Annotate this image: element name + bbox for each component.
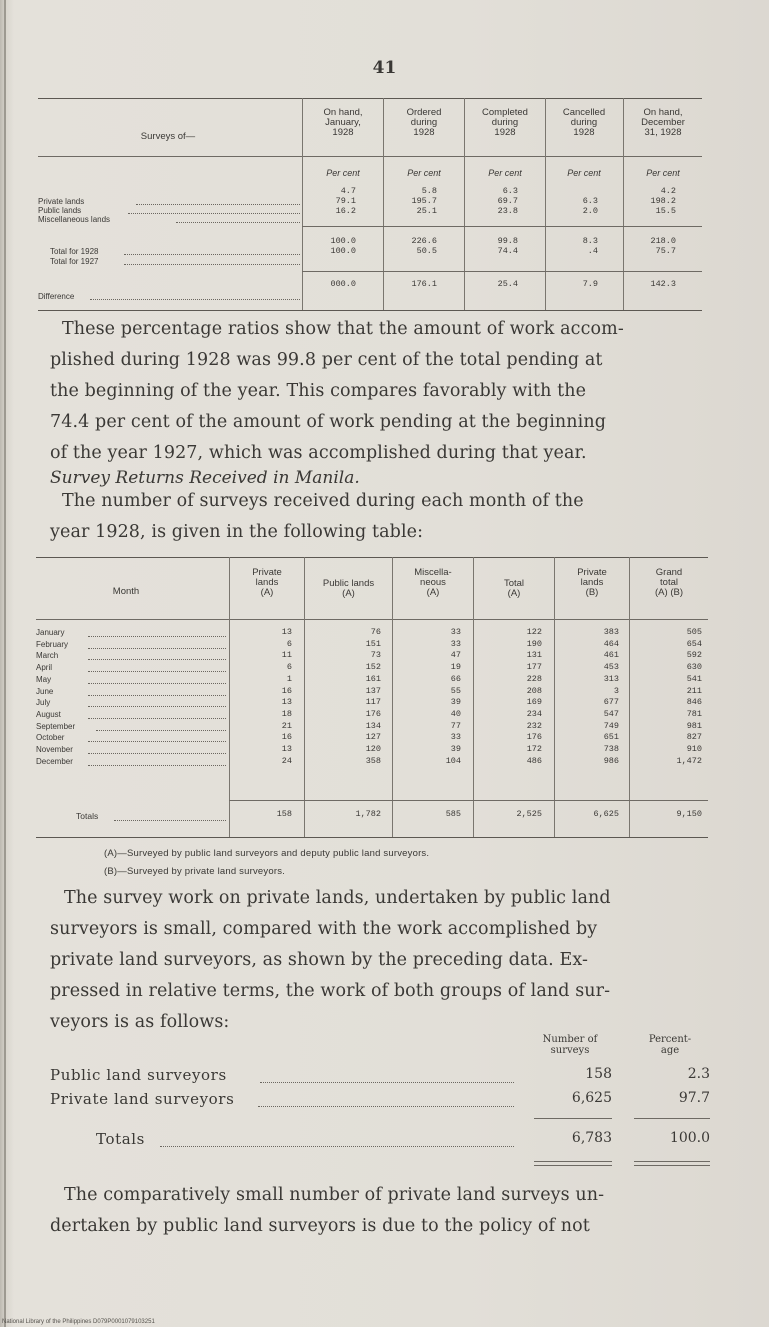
leader-dots — [88, 705, 226, 707]
unit-label: Per cent — [407, 168, 441, 178]
table-cell: 18 — [281, 708, 292, 719]
totals-label: Totals — [76, 811, 99, 821]
table-cell: 39 — [450, 697, 461, 708]
cell: 218.0 — [650, 236, 676, 246]
header-on-hand-january: On hand, January, 1928 — [323, 107, 363, 138]
cell: 226.6 — [411, 236, 437, 246]
summary-label: Private land surveyors — [50, 1090, 235, 1108]
leader-dots — [88, 647, 226, 649]
table-cell: 21 — [281, 720, 292, 731]
footnote-b: (B)—Surveyed by private land surveyors. — [104, 866, 285, 877]
leader-dots — [88, 752, 226, 754]
table-cell: 16 — [281, 732, 292, 743]
total-cell: 9,150 — [676, 809, 702, 819]
header-number-of-surveys: Number of surveys — [542, 1034, 598, 1056]
cell: 25.1 — [416, 206, 437, 216]
table-cell: 358 — [365, 755, 381, 766]
header-surveys-of: Surveys of— — [140, 131, 196, 142]
month-label: September — [36, 721, 76, 731]
table-cell: 33 — [450, 627, 461, 637]
table-cell: 176 — [365, 708, 381, 719]
table-cell: 6 — [286, 638, 292, 649]
summary-number: 6,625 — [571, 1090, 612, 1106]
table-cell: 986 — [603, 755, 619, 766]
total-cell: 6,625 — [593, 809, 619, 819]
row-label: Total for 1928 — [50, 247, 99, 256]
library-footer: National Library of the Philippines D079P0001079103251 — [2, 1319, 155, 1325]
section-heading: Survey Returns Received in Manila. — [50, 468, 360, 488]
table-cell: 13 — [281, 627, 292, 637]
table-cell: 11 — [281, 650, 292, 661]
cell: 8.3 — [582, 236, 598, 246]
table-cell: 677 — [603, 697, 619, 708]
header-miscellaneous-a: Miscella- neous (A) — [414, 567, 452, 598]
cell: 25.4 — [497, 279, 518, 289]
cell: 74.4 — [497, 246, 518, 256]
paragraph-percentage-ratios: These percentage ratios show that the amount of work accom- plished during 1928 was 99.8 per cent of the total pending at the beginning of the year. This compares favorably with the 74.4 per cent of the amount of work pending at the beginning of the year 1927, which was accomplished during that year. — [50, 319, 624, 463]
summary-percentage: 2.3 — [687, 1066, 710, 1082]
month-label: July — [36, 698, 51, 708]
row-label: Public lands — [38, 206, 82, 215]
header-grand-total: Grand total (A) (B) — [655, 567, 683, 598]
table-cell: 137 — [365, 685, 381, 696]
table-cell: 24 — [281, 755, 292, 766]
month-label: May — [36, 674, 52, 684]
unit-label: Per cent — [646, 168, 680, 178]
table-cell: 738 — [603, 744, 619, 754]
header-private-lands-a: Private lands (A) — [252, 567, 282, 598]
leader-dots — [88, 740, 226, 742]
table-cell: 781 — [686, 708, 702, 719]
row-label: Total for 1927 — [50, 257, 99, 266]
table-cell: 76 — [370, 627, 381, 637]
table-cell: 547 — [603, 708, 619, 719]
table-cell: 211 — [686, 685, 702, 696]
month-label: January — [36, 628, 65, 637]
table-cell: 1 — [286, 673, 292, 684]
header-completed: Completed during 1928 — [482, 107, 528, 138]
cell: 198.2 — [650, 196, 676, 206]
table-cell: 464 — [603, 638, 619, 649]
table-cell: 592 — [686, 650, 702, 661]
cell: 15.5 — [655, 206, 676, 216]
table-cell: 461 — [603, 650, 619, 661]
table-cell: 47 — [450, 650, 461, 661]
table-cell: 981 — [686, 720, 702, 731]
leader-dots — [88, 635, 226, 637]
header-public-lands-a: Public lands (A) — [322, 578, 375, 599]
table-cell: 749 — [603, 720, 619, 731]
table-cell: 232 — [526, 720, 542, 731]
month-label: June — [36, 686, 54, 696]
table-cell: 505 — [686, 627, 702, 637]
table-cell: 651 — [603, 732, 619, 743]
table-cell: 152 — [365, 662, 381, 673]
row-label: Private lands — [38, 197, 85, 206]
table-cell: 177 — [526, 662, 542, 673]
month-label: March — [36, 651, 59, 661]
header-private-lands-b: Private lands (B) — [577, 567, 607, 598]
cell: 100.0 — [330, 246, 356, 256]
table-cell: 541 — [686, 673, 702, 684]
leader-dots — [88, 764, 226, 766]
table-cell: 39 — [450, 744, 461, 754]
cell: 23.8 — [497, 206, 518, 216]
cell: .4 — [587, 246, 598, 256]
table-cell: 33 — [450, 638, 461, 649]
summary-total-label: Totals — [96, 1130, 145, 1148]
cell: 69.7 — [497, 196, 518, 206]
table-cell: 453 — [603, 662, 619, 673]
leader-dots — [88, 682, 226, 684]
table-cell: 19 — [450, 662, 461, 673]
cell: 4.7 — [340, 186, 356, 196]
month-label: November — [36, 745, 73, 754]
leader-dots — [88, 694, 226, 696]
total-cell: 585 — [445, 809, 461, 819]
header-cancelled: Cancelled during 1928 — [562, 107, 606, 138]
table-cell: 654 — [686, 638, 702, 649]
paragraph-comparatively-small: The comparatively small number of private land surveys un- dertaken by public land surveyors is due to the policy of not — [50, 1185, 605, 1236]
total-cell: 158 — [276, 809, 292, 819]
cell: 176.1 — [411, 279, 437, 289]
header-ordered: Ordered during 1928 — [406, 107, 442, 138]
leader-dots — [88, 670, 226, 672]
table-cell: 73 — [370, 650, 381, 661]
month-label: October — [36, 733, 65, 743]
paragraph-surveys-received: The number of surveys received during each month of the year 1928, is given in the following table: — [50, 491, 584, 542]
page-number: 41 — [372, 58, 397, 78]
cell: 50.5 — [416, 246, 437, 256]
table-cell: 33 — [450, 732, 461, 743]
table-cell: 104 — [445, 755, 461, 766]
table-cell: 910 — [686, 744, 702, 754]
leader-dots — [88, 717, 226, 719]
unit-label: Per cent — [326, 168, 360, 178]
cell: 99.8 — [497, 236, 518, 246]
header-percentage: Percent- age — [648, 1034, 692, 1056]
month-label: August — [36, 709, 61, 719]
month-label: April — [36, 663, 53, 673]
unit-label: Per cent — [567, 168, 601, 178]
table-cell: 131 — [526, 650, 542, 661]
table-cell: 827 — [686, 732, 702, 743]
table-cell: 383 — [603, 627, 619, 637]
header-month: Month — [112, 586, 140, 597]
table-cell: 16 — [281, 685, 292, 696]
footnote-a: (A)—Surveyed by public land surveyors and deputy public land surveyors. — [104, 848, 430, 859]
month-label: December — [36, 756, 73, 766]
table-cell: 228 — [526, 673, 542, 684]
table-cell: 13 — [281, 744, 292, 754]
row-label: Miscellaneous lands — [38, 215, 111, 224]
table-cell: 40 — [450, 708, 461, 719]
summary-total-percentage: 100.0 — [669, 1130, 710, 1146]
table-cell: 630 — [686, 662, 702, 673]
cell: 142.3 — [650, 279, 676, 289]
cell: 5.8 — [421, 186, 437, 196]
table-cell: 161 — [365, 673, 381, 684]
cell: 16.2 — [335, 206, 356, 216]
summary-table — [0, 1030, 769, 1170]
cell: 4.2 — [660, 186, 676, 196]
summary-label: Public land surveyors — [50, 1066, 227, 1084]
total-cell: 1,782 — [355, 809, 381, 819]
unit-label: Per cent — [488, 168, 522, 178]
table-cell: 117 — [365, 697, 381, 708]
table-cell: 3 — [613, 685, 619, 696]
leader-dots — [88, 658, 226, 660]
summary-total-number: 6,783 — [571, 1130, 612, 1146]
table-cell: 151 — [365, 638, 381, 649]
cell: 195.7 — [411, 196, 437, 206]
table-cell: 6 — [286, 662, 292, 673]
table-cell: 172 — [526, 744, 542, 754]
percentage-table — [38, 98, 702, 312]
month-label: February — [36, 639, 69, 649]
summary-number: 158 — [585, 1066, 612, 1082]
table-cell: 13 — [281, 697, 292, 708]
cell: 6.3 — [502, 186, 518, 196]
table-cell: 134 — [365, 720, 381, 731]
row-label: Difference — [38, 292, 75, 301]
table-cell: 846 — [686, 697, 702, 708]
total-cell: 2,525 — [516, 809, 542, 819]
header-total-a: Total (A) — [503, 578, 525, 599]
table-cell: 169 — [526, 697, 542, 708]
table-cell: 122 — [526, 627, 542, 637]
cell: 100.0 — [330, 236, 356, 246]
summary-percentage: 97.7 — [678, 1090, 710, 1106]
table-cell: 55 — [450, 685, 461, 696]
table-cell: 486 — [526, 755, 542, 766]
cell: 7.9 — [582, 279, 598, 289]
table-cell: 208 — [526, 685, 542, 696]
table-cell: 66 — [450, 673, 461, 684]
cell: 79.1 — [335, 196, 356, 206]
leader-dots — [96, 729, 226, 731]
table-cell: 77 — [450, 720, 461, 731]
header-on-hand-december: On hand, December 31, 1928 — [641, 107, 685, 138]
table-cell: 234 — [526, 708, 542, 719]
table-cell: 127 — [365, 732, 381, 743]
monthly-surveys-table — [36, 557, 708, 839]
table-cell: 120 — [365, 744, 381, 754]
cell: 2.0 — [582, 206, 598, 216]
paragraph-private-lands-work: The survey work on private lands, undertaken by public land surveyors is small, compared with the work accomplished by private land surveyors, as shown by the preceding data. Ex- pressed in relative terms, the work of both groups of land sur- veyors is as follows: — [50, 888, 611, 1032]
table-cell: 1,472 — [676, 755, 702, 766]
table-cell: 313 — [603, 673, 619, 684]
cell: 75.7 — [655, 246, 676, 256]
table-cell: 176 — [526, 732, 542, 743]
table-cell: 190 — [526, 638, 542, 649]
cell: 000.0 — [330, 279, 356, 289]
cell: 6.3 — [582, 196, 598, 206]
